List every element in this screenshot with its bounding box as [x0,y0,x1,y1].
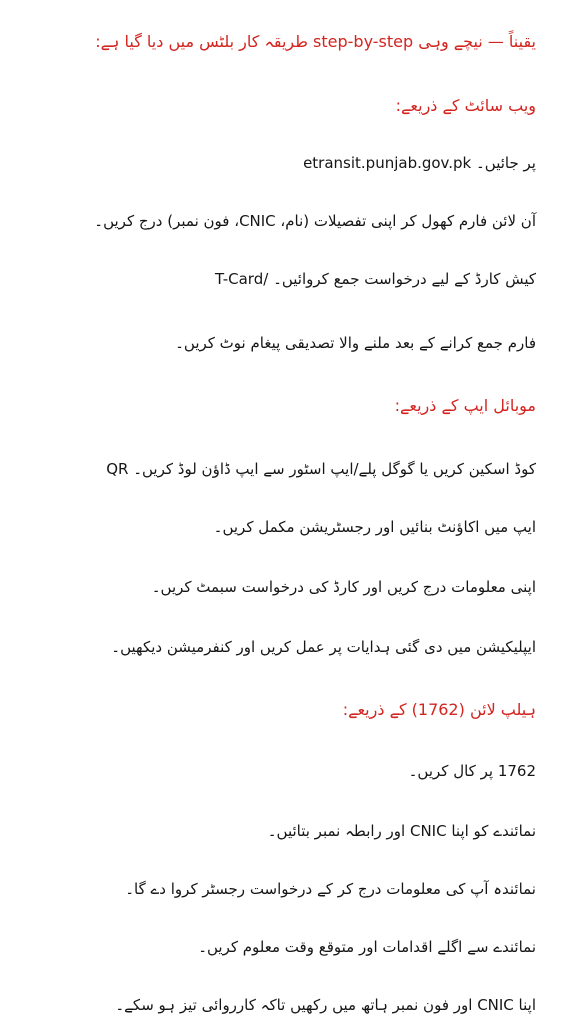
section-heading-helpline: ہیلپ لائن (1762) کے ذریعے: [342,700,536,719]
list-item: آن لائن فارم کھول کر اپنی تفصیلات (نام، CNIC، فون نمبر) درج کریں۔ [94,212,536,230]
section-heading-mobile-app: موبائل ایپ کے ذریعے: [394,396,536,415]
list-item: نمائندے کو اپنا CNIC اور رابطہ نمبر بتائیں۔ [267,822,536,840]
list-item: QR کوڈ اسکین کریں یا گوگل پلے/ایپ اسٹور سے ایپ ڈاؤن لوڈ کریں۔ [106,460,536,478]
list-item: etransit.punjab.gov.pk پر جائیں۔ [303,154,536,172]
list-item: اپنی معلومات درج کریں اور کارڈ کی درخواست سبمٹ کریں۔ [151,578,536,596]
list-item: 1762 پر کال کریں۔ [408,762,536,780]
list-item: فارم جمع کرانے کے بعد ملنے والا تصدیقی پیغام نوٹ کریں۔ [175,334,536,352]
intro-text: یقیناً — نیچے وہی step-by-step طریقہ کار بلٹس میں دیا گیا ہے: [95,32,536,51]
list-item: نمائندہ آپ کی معلومات درج کر کے درخواست رجسٹر کروا دے گا۔ [125,880,536,898]
list-item: نمائندے سے اگلے اقدامات اور متوقع وقت معلوم کریں۔ [198,938,536,956]
list-item: T-Card/ کیش کارڈ کے لیے درخواست جمع کروائیں۔ [214,270,536,288]
list-item: ایپلیکیشن میں دی گئی ہدایات پر عمل کریں اور کنفرمیشن دیکھیں۔ [111,638,536,656]
list-item: ایپ میں اکاؤنٹ بنائیں اور رجسٹریشن مکمل کریں۔ [213,518,536,536]
list-item: اپنا CNIC اور فون نمبر ہاتھ میں رکھیں تاکہ کارروائی تیز ہو سکے۔ [115,996,536,1014]
section-heading-website: ویب سائٹ کے ذریعے: [395,96,536,115]
